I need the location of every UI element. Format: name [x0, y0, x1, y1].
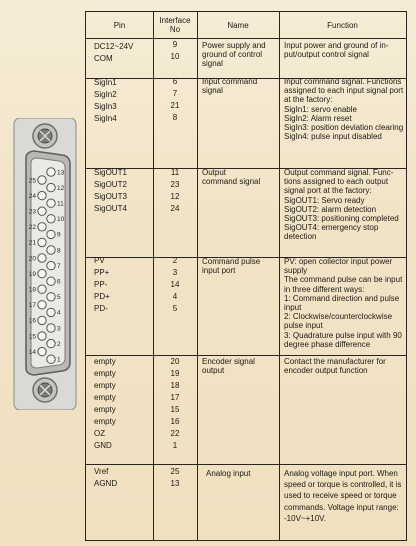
connector-pin-number: 24 — [28, 192, 36, 200]
pin-definition-table — [85, 11, 407, 541]
function-analog: Analog voltage input port. When speed or torque is controlled, it is used to receive speed or torque commands. Voltage input range: -10V~+10V. — [284, 469, 402, 523]
pin-label: OZ — [94, 429, 106, 438]
pin-label: SigOUT2 — [94, 180, 127, 189]
signal-name-input: Input command signal — [202, 77, 258, 96]
header-function: Function — [327, 20, 358, 30]
connector-pin — [47, 168, 55, 176]
connector-pin-number: 5 — [57, 294, 61, 302]
connector-pin — [47, 355, 55, 363]
pin-label: empty — [94, 405, 116, 414]
pin-list-pulse — [94, 255, 110, 315]
number-list-input — [153, 75, 197, 124]
pin-label: SigIn2 — [94, 90, 117, 99]
interface-number: 13 — [170, 479, 180, 488]
header-interface-no: Interface No — [159, 16, 191, 34]
pin-label: empty — [94, 357, 116, 366]
connector-pin — [38, 285, 46, 293]
connector-pin — [47, 308, 55, 316]
connector-pin — [38, 223, 46, 231]
connector-pin-number: 12 — [57, 184, 65, 192]
pin-label: empty — [94, 417, 116, 426]
interface-number: 6 — [172, 77, 178, 86]
pin-label: SigOUT1 — [94, 168, 127, 177]
connector-pin — [38, 238, 46, 246]
interface-number: 2 — [172, 256, 178, 265]
connector-pin — [38, 269, 46, 277]
interface-number: 23 — [170, 180, 180, 189]
pin-label: DC12~24V — [94, 42, 134, 51]
interface-number: 25 — [170, 467, 180, 476]
connector-pin-number: 14 — [28, 348, 36, 356]
pin-list-input — [94, 73, 117, 125]
connector-pin-number: 13 — [57, 169, 65, 177]
signal-name-encoder: Encoder signal output — [202, 357, 255, 376]
interface-number: 20 — [170, 357, 180, 366]
function-input: Input command signal. Functions assigned to each input signal port at the factory: SigIn1: servo enable SigIn2: Alarm reset SigIn3: position deviation clearing SigIn4: pulse input disabled — [284, 77, 404, 142]
interface-number: 15 — [170, 405, 180, 414]
pin-label: SigOUT3 — [94, 192, 127, 201]
interface-number: 11 — [170, 168, 180, 177]
connector-pin — [47, 293, 55, 301]
connector-pin — [38, 347, 46, 355]
pin-list-power — [94, 41, 133, 65]
number-list-analog — [153, 463, 197, 490]
header-name: Name — [227, 20, 249, 30]
connector-pin — [38, 254, 46, 262]
connector-pin — [47, 230, 55, 238]
header-pin: Pin — [113, 20, 126, 30]
connector-pin-number: 23 — [28, 208, 36, 216]
connector-pin-number: 25 — [28, 177, 36, 185]
connector-pin — [47, 199, 55, 207]
interface-number: 12 — [170, 192, 180, 201]
connector-pin-number: 18 — [28, 286, 36, 294]
connector-pin-number: 11 — [57, 200, 64, 208]
connector-pin — [38, 316, 46, 324]
pin-label: SigIn3 — [94, 102, 117, 111]
connector-pin-number: 21 — [28, 239, 36, 247]
connector-pin-number: 4 — [57, 309, 61, 317]
connector-pin — [47, 324, 55, 332]
signal-name-output: Output command signal — [202, 168, 261, 187]
function-encoder: Contact the manufacturer for encoder output function — [284, 357, 386, 376]
connector-pin — [38, 191, 46, 199]
pin-label: PD- — [94, 304, 108, 313]
connector-pin — [47, 215, 55, 223]
pin-label: SigOUT4 — [94, 204, 127, 213]
connector-pin-number: 17 — [28, 302, 36, 310]
signal-name-power: Power supply and ground of control signal — [202, 41, 266, 69]
connector-pin-number: 19 — [28, 270, 36, 278]
interface-number: 24 — [170, 204, 180, 213]
connector-pin-number: 1 — [57, 356, 61, 364]
pin-label: empty — [94, 369, 116, 378]
pin-label: GND — [94, 441, 112, 450]
connector-pin-number: 3 — [57, 325, 61, 333]
connector-pin — [38, 207, 46, 215]
connector-pin — [47, 277, 55, 285]
interface-number: 14 — [170, 280, 180, 289]
pin-label: empty — [94, 393, 116, 402]
connector-pin — [47, 339, 55, 347]
pin-label: SigIn4 — [94, 114, 117, 123]
pin-label: PP- — [94, 280, 108, 289]
connector-pin — [38, 301, 46, 309]
pin-label: PD+ — [94, 292, 110, 301]
interface-number: 10 — [170, 52, 180, 61]
function-output: Output command signal. Func-tions assigned to each output signal port at the factory: SigOUT1: Servo ready SigOUT2: alarm detection SigOUT3: positioning completed SigOUT4: emergency stop detection — [284, 168, 399, 242]
connector-pin-number: 2 — [57, 340, 61, 348]
interface-number: 3 — [172, 268, 178, 277]
pin-label: PV — [94, 256, 105, 265]
connector-pin — [47, 246, 55, 254]
interface-number: 18 — [170, 381, 180, 390]
pin-label: empty — [94, 381, 116, 390]
interface-number: 7 — [172, 89, 178, 98]
connector-pin — [38, 176, 46, 184]
connector-pin-number: 15 — [28, 333, 36, 341]
number-list-power — [153, 39, 197, 63]
pin-label: Vref — [94, 467, 109, 476]
signal-name-analog: Analog input — [206, 469, 251, 478]
connector-pin — [47, 183, 55, 191]
connector-pin-number: 10 — [57, 216, 65, 224]
number-list-pulse — [153, 255, 197, 315]
pin-label: PP+ — [94, 268, 110, 277]
interface-number: 8 — [172, 113, 178, 122]
connector-pin-number: 20 — [28, 255, 36, 263]
connector-pin-number: 22 — [28, 224, 36, 232]
pin-list-encoder — [94, 354, 116, 452]
pin-label: SigIn1 — [94, 78, 117, 87]
connector-pin-number: 9 — [57, 231, 61, 239]
signal-name-pulse: Command pulse input port — [202, 257, 261, 276]
connector-pin-number: 16 — [28, 317, 36, 325]
pin-list-analog — [94, 463, 117, 490]
connector-pin — [47, 261, 55, 269]
interface-number: 19 — [170, 369, 180, 378]
pin-label: AGND — [94, 479, 118, 488]
number-list-output — [153, 167, 197, 215]
pin-list-output — [94, 167, 127, 215]
number-list-encoder — [153, 354, 197, 452]
function-power: Input power and ground of in-put/output control signal — [284, 41, 389, 60]
connector-pin — [38, 332, 46, 340]
db25-connector — [12, 118, 80, 410]
interface-number: 21 — [170, 101, 180, 110]
interface-number: 4 — [172, 292, 178, 301]
pin-label: COM — [94, 54, 113, 63]
connector-pin-number: 6 — [57, 278, 61, 286]
interface-number: 17 — [170, 393, 180, 402]
interface-number: 5 — [172, 304, 178, 313]
connector-pin-number: 8 — [57, 247, 61, 255]
interface-number: 22 — [170, 429, 180, 438]
function-pulse: PV: open collector input power supply The command pulse can be input in three different ways: 1: Command direction and pulse input 2: Clockwise/counterclockwise pulse input 3: Quadrature pulse input with 90 degree phase difference — [284, 257, 403, 349]
interface-number: 1 — [172, 441, 178, 450]
connector-pin-number: 7 — [57, 262, 61, 270]
interface-number: 16 — [170, 417, 180, 426]
interface-number: 9 — [172, 40, 178, 49]
